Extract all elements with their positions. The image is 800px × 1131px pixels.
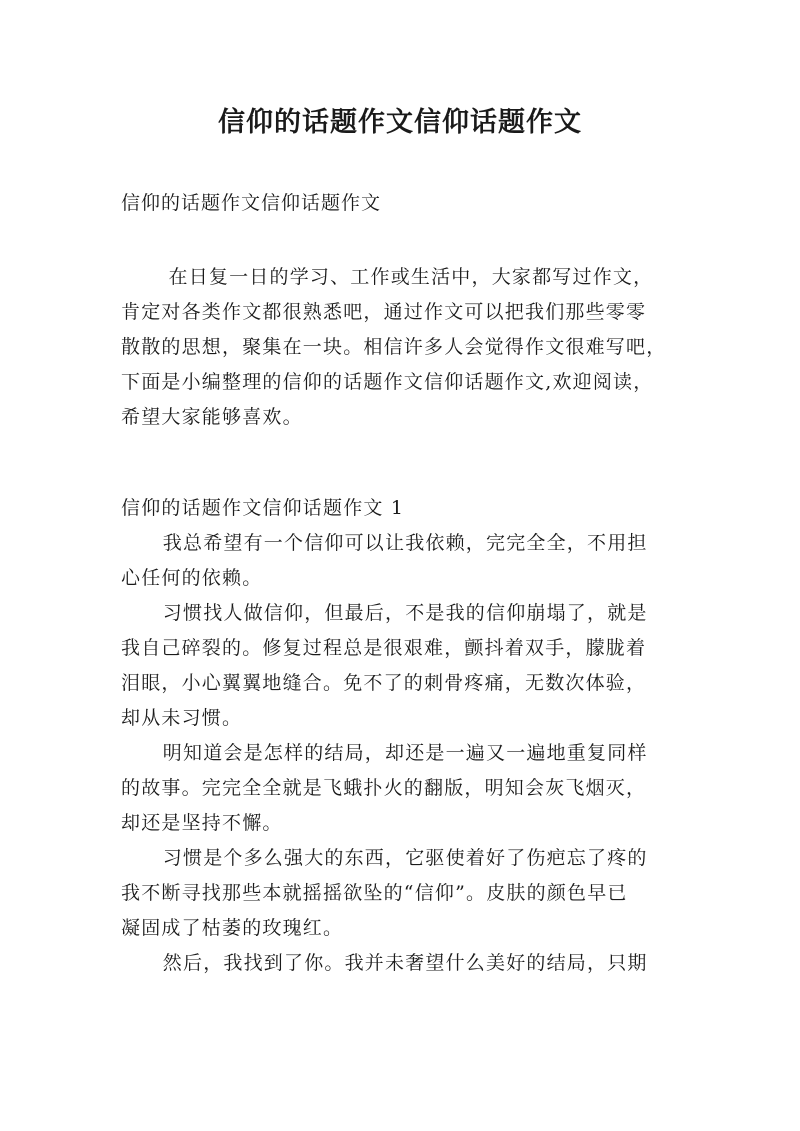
paragraph-line: 却还是坚持不懈。 [121,812,283,834]
paragraph-line: 然后，我找到了你。我并未奢望什么美好的结局，只期 [162,952,648,974]
paragraph-line: 凝固成了枯萎的玫瑰红。 [121,917,344,939]
essay-paragraph [121,596,681,736]
essay-paragraph [121,526,681,596]
essay-paragraph [121,736,681,841]
paragraph-line: 却从未习惯。 [121,707,243,729]
paragraph-line: 习惯找人做信仰，但最后，不是我的信仰崩塌了，就是 [162,602,648,624]
essay-paragraph [121,946,681,981]
essay-section [121,491,681,981]
intro-line: 散散的思想，聚集在一块。相信许多人会觉得作文很难写吧， [121,336,667,358]
paragraph-line: 心任何的依赖。 [121,567,263,589]
section-heading: 信仰的话题作文信仰话题作文 1 [121,497,405,519]
document-subtitle: 信仰的话题作文信仰话题作文 [121,192,382,214]
document-title: 信仰的话题作文信仰话题作文 [218,107,582,138]
paragraph-line: 泪眼，小心翼翼地缝合。免不了的刺骨疼痛，无数次体验， [121,672,647,694]
intro-line: 肯定对各类作文都很熟悉吧，通过作文可以把我们那些零零 [121,301,647,323]
paragraph-line: 我不断寻找那些本就摇摇欲坠的“信仰”。皮肤的颜色早已 [121,882,628,904]
paragraph-line: 的故事。完完全全就是飞蛾扑火的翻版，明知会灰飞烟灭， [121,777,647,799]
paragraph-line: 我自己碎裂的。修复过程总是很艰难，颤抖着双手，朦胧着 [121,637,647,659]
paragraph-line: 明知道会是怎样的结局，却还是一遍又一遍地重复同样 [162,742,648,764]
paragraph-line: 我总希望有一个信仰可以让我依赖，完完全全，不用担 [162,532,648,554]
intro-line: 希望大家能够喜欢。 [121,406,303,428]
paragraph-line: 习惯是个多么强大的东西，它驱使着好了伤疤忘了疼的 [162,847,648,869]
intro-paragraph [121,260,681,435]
intro-line: 下面是小编整理的信仰的话题作文信仰话题作文,欢迎阅读， [121,371,654,393]
essay-paragraph [121,841,681,946]
intro-line: 在日复一日的学习、工作或生活中，大家都写过作文， [168,266,654,288]
